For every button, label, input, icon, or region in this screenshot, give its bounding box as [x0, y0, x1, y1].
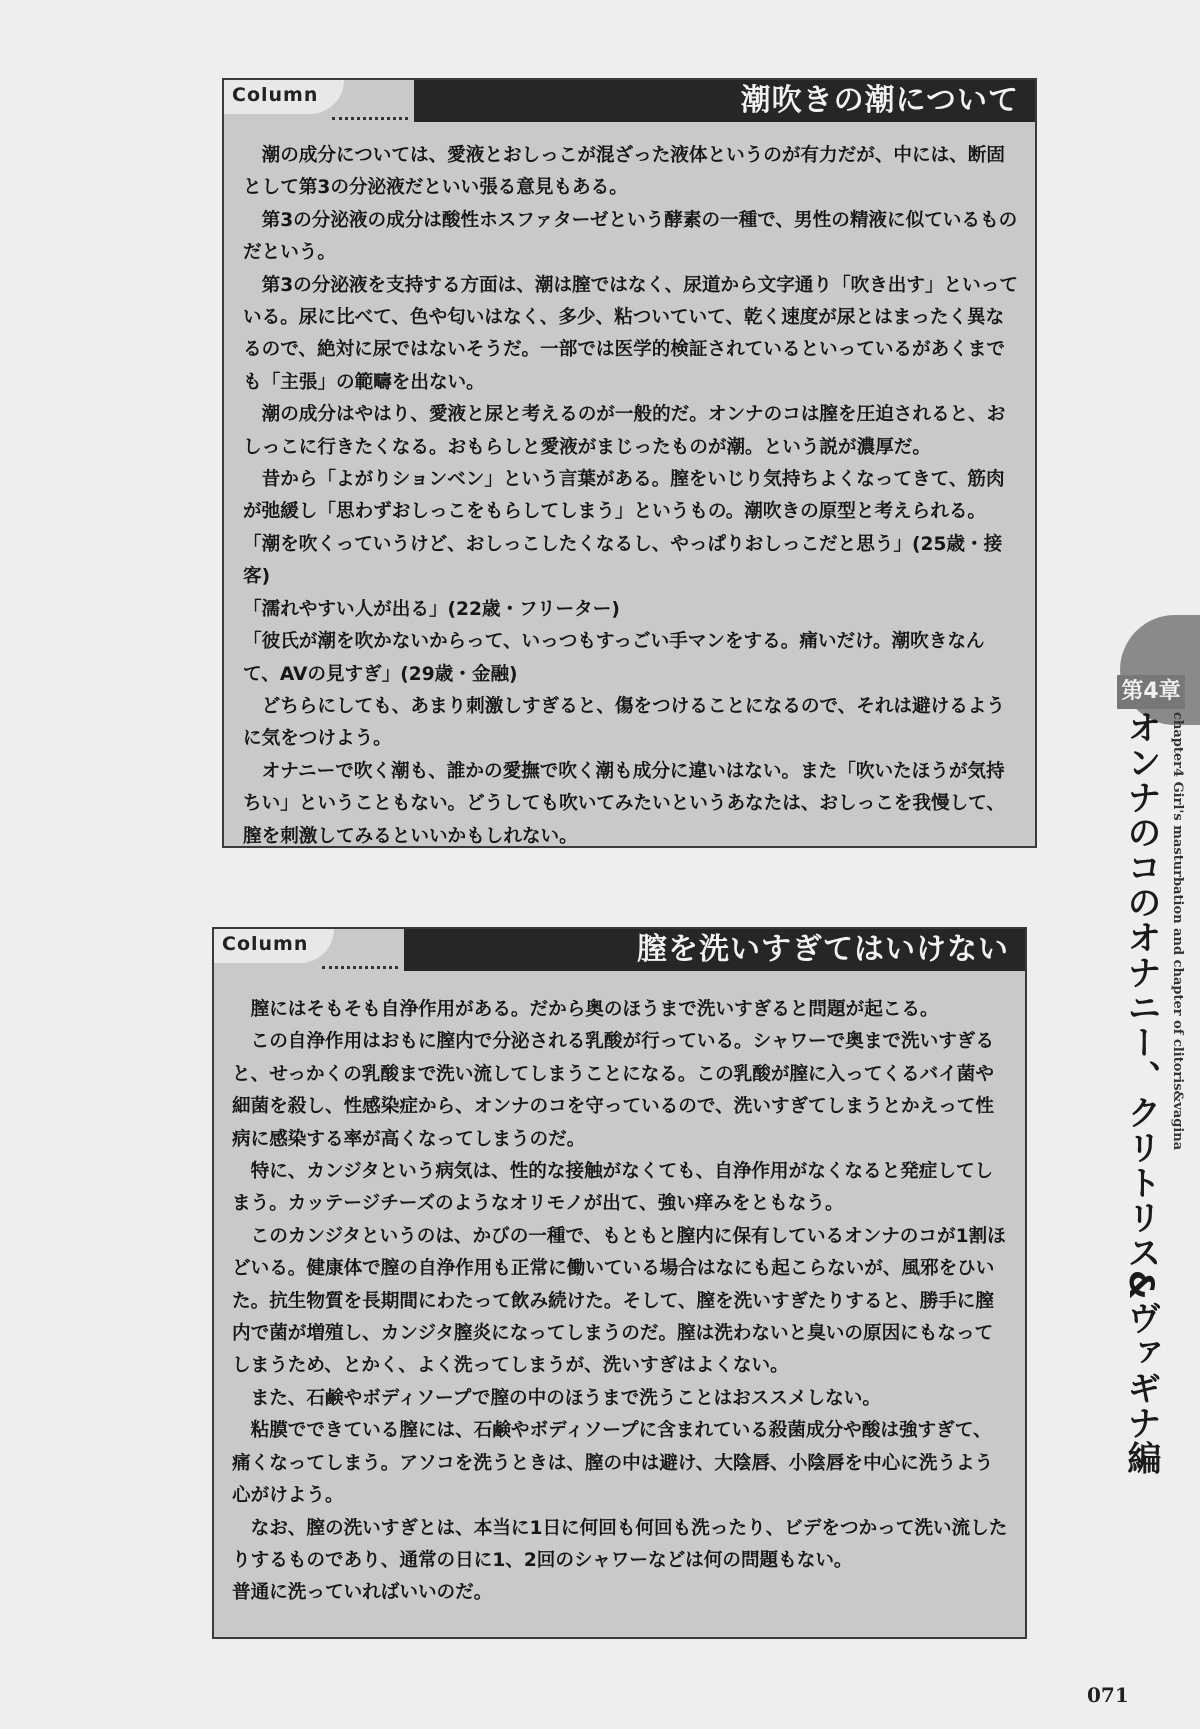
column-tag: [224, 80, 414, 122]
paragraph: 特に、カンジタという病気は、性的な接触がなくても、自浄作用がなくなると発症してしまう。カッテージチーズのようなオリモノが出て、強い痒みをともなう。: [232, 1161, 994, 1215]
paragraph: このカンジタというのは、かびの一種で、もともと膣内に保有しているオンナのコが1割ほどいる。健康体で膣の自浄作用も正常に働いている場合はなにも起こらないが、風邪をひいた。抗生物質を長期間にわたって飲み続けた。そして、膣を洗いすぎたりすると、勝手に膣内で菌が増殖し、カンジタ膣炎になってしまうのだ。膣は洗わないと臭いの原因にもなってしまうため、とかく、よく洗ってしまうが、洗いすぎはよくない。: [232, 1225, 1006, 1377]
paragraph: また、石鹸やボディソープで膣の中のほうまで洗うことはおススメしない。: [250, 1387, 881, 1409]
column-header-2: [214, 929, 1025, 971]
column-title: 膣を洗いすぎてはいけない: [404, 929, 1025, 971]
quote: 「潮を吹くっていうけど、おしっこしたくなるし、やっぱりおしっこだと思う」(25歳・接客): [243, 533, 1003, 588]
paragraph: 普通に洗っていればいいのだ。: [232, 1582, 493, 1604]
column-tag-label: Column: [222, 933, 309, 955]
column-body-2: [232, 994, 1010, 1610]
paragraph: 粘膜でできている膣には、石鹸やボディソープに含まれている殺菌成分や酸は強すぎて、痛くなってしまう。アソコを洗うときは、膣の中は避け、大陰唇、小陰唇を中心に洗うよう心がけよう。: [232, 1420, 994, 1507]
paragraph: この自浄作用はおもに膣内で分泌される乳酸が行っている。シャワーで奥まで洗いすぎると、せっかくの乳酸まで洗い流してしまうことになる。この乳酸が膣に入ってくるバイ菌や細菌を殺し、性感染症から、オンナのコを守っているので、洗いすぎてしまうとかえって性病に感染する率が高くなってしまうのだ。: [232, 1031, 994, 1150]
quote: 「彼氏が潮を吹かないからって、いっつもすっごい手マンをする。痛いだけ。潮吹きなんて、AVの見すぎ」(29歳・金融): [243, 631, 985, 685]
column-tag: [214, 929, 404, 971]
paragraph: なお、膣の洗いすぎとは、本当に1日に何回も何回も洗ったり、ビデをつかって洗い流したりするものであり、通常の日に1、2回のシャワーなどは何の問題もない。: [232, 1517, 1008, 1571]
chapter-title: オンナのコのオナニー、クリトリス&ヴァギナ編: [1121, 710, 1161, 1476]
quote: 「濡れやすい人が出る」(22歳・フリーター): [243, 598, 620, 620]
paragraph: 潮の成分はやはり、愛液と尿と考えるのが一般的だ。オンナのコは膣を圧迫されると、おしっこに行きたくなる。おもらしと愛液がまじったものが潮。という説が濃厚だ。: [243, 404, 1006, 458]
page-number: 071: [1087, 1683, 1129, 1707]
chapter-label: 第4章: [1117, 675, 1185, 709]
chapter-subtitle: chapter4 Girl's masturbation and chapter of clitoris&vagina: [1170, 712, 1185, 1151]
paragraph: 昔から「よがりションベン」という言葉がある。膣をいじり気持ちよくなってきて、筋肉が弛緩し「思わずおしっこをもらしてしまう」というもの。潮吹きの原型と考えられる。: [243, 469, 1005, 523]
paragraph: 膣にはそもそも自浄作用がある。だから奥のほうまで洗いすぎると問題が起こる。: [250, 999, 939, 1020]
paragraph: 第3の分泌液を支持する方面は、潮は膣ではなく、尿道から文字通り「吹き出す」といっている。尿に比べて、色や匂いはなく、多少、粘ついていて、乾く速度が尿とはまったく異なるので、絶対に尿ではないそうだ。一部では医学的検証されているといっているがあくまでも「主張」の範疇を出ない。: [243, 274, 1018, 393]
paragraph: オナニーで吹く潮も、誰かの愛撫で吹く潮も成分に違いはない。また「吹いたほうが気持ちい」ということもない。どうしても吹いてみたいというあなたは、おしっこを我慢して、膣を刺激してみるといいかもしれない。: [243, 760, 1005, 847]
paragraph: 潮の成分については、愛液とおしっこが混ざった液体というのが有力だが、中には、断固として第3の分泌液だといい張る意見もある。: [243, 145, 1005, 199]
column-title: 潮吹きの潮について: [414, 80, 1035, 122]
column-body-1: [243, 140, 1021, 853]
paragraph: 第3の分泌液の成分は酸性ホスファターゼという酵素の一種で、男性の精液に似ているものだという。: [243, 209, 1018, 264]
column-header-1: [224, 80, 1035, 122]
column-tag-label: Column: [232, 84, 319, 106]
paragraph: どちらにしても、あまり刺激しすぎると、傷をつけることになるので、それは避けるように気をつけよう。: [243, 695, 1005, 750]
column-tag-dots: [332, 117, 408, 120]
column-tag-dots: [322, 966, 398, 969]
